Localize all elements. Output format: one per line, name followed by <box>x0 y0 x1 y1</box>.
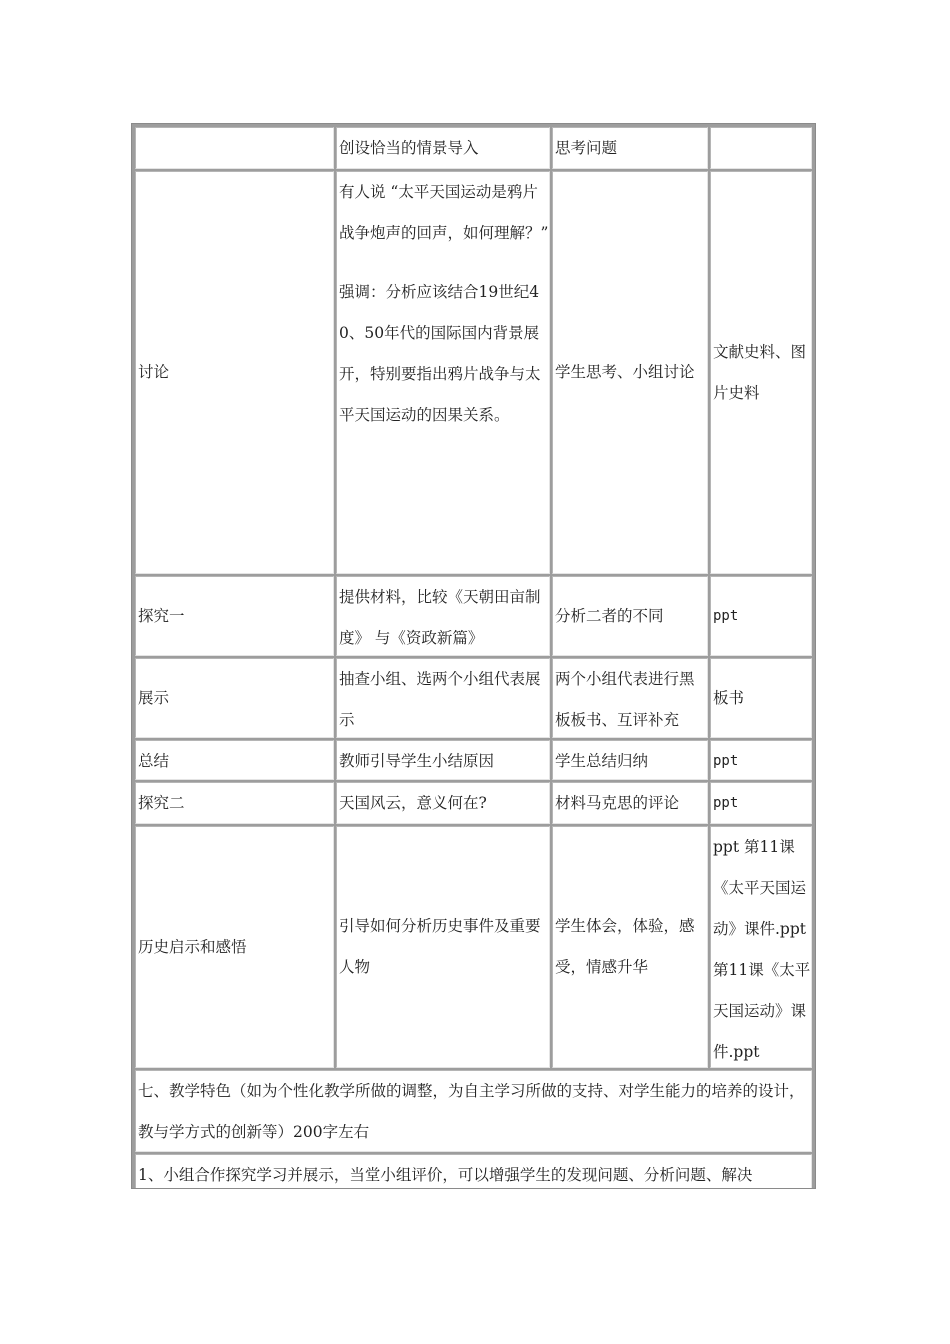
row2-col2 <box>336 171 550 574</box>
row3-col2: 提供材料，比较《天朝田亩制度》 与《资政新篇》 <box>336 576 550 656</box>
row2-resource: 文献史料、图片史料 <box>713 342 807 402</box>
row4-col1 <box>135 658 334 738</box>
row1-col1 <box>135 127 334 169</box>
lesson-plan-table <box>131 123 816 1189</box>
row2-col3 <box>552 171 708 574</box>
row1-col4 <box>710 127 812 169</box>
row5-col1: 总结 <box>135 740 334 780</box>
row3-activity: 分析二者的不同 <box>555 606 664 625</box>
row2-quote: 有人说 “太平天国运动是鸦片战争炮声的回声，如何理解？” <box>339 183 549 242</box>
section7-title: 七、教学特色（如为个性化教学所做的调整，为自主学习所做的支持、对学生能力的培养的设计，教与学方式的创新等）200字左右 <box>135 1070 812 1152</box>
row5-col4: ppt <box>710 740 812 780</box>
row6-col2: 天国风云，意义何在? <box>336 782 550 824</box>
row7-col4: ppt 第11课《太平天国运动》课件.ppt第11课《太平天国运动》课件.ppt <box>710 826 812 1068</box>
row6-col4: ppt <box>710 782 812 824</box>
row4-resource: 板书 <box>713 688 745 707</box>
row3-col4 <box>710 576 812 656</box>
row7-guidance: 引导如何分析历史事件及重要人物 <box>339 917 541 976</box>
row6-col1: 探究二 <box>135 782 334 824</box>
row7-label: 历史启示和感悟 <box>138 937 247 956</box>
row4-col3: 两个小组代表进行黑板板书、互评补充 <box>552 658 708 738</box>
row6-col3: 材料马克思的评论 <box>552 782 708 824</box>
row5-col2: 教师引导学生小结原因 <box>336 740 550 780</box>
section7-item1: 1、小组合作探究学习并展示，当堂小组评价，可以增强学生的发现问题、分析问题、解决 <box>135 1154 812 1189</box>
row3-resource: ppt <box>713 607 739 624</box>
row1-col3: 思考问题 <box>552 127 708 169</box>
row5-col3: 学生总结归纳 <box>552 740 708 780</box>
row2-col1 <box>135 171 334 574</box>
row7-activity: 学生体会，体验，感受，情感升华 <box>555 917 695 976</box>
row4-col2: 抽查小组、选两个小组代表展示 <box>336 658 550 738</box>
row7-col3 <box>552 826 708 1068</box>
row7-col1 <box>135 826 334 1068</box>
row4-label: 展示 <box>138 688 170 707</box>
row2-col4 <box>710 171 812 574</box>
row3-label: 探究一 <box>138 606 185 625</box>
row2-label: 讨论 <box>138 363 170 381</box>
row1-col2: 创设恰当的情景导入 <box>336 127 550 169</box>
row3-col3 <box>552 576 708 656</box>
row4-col4 <box>710 658 812 738</box>
row7-col2 <box>336 826 550 1068</box>
row3-col1 <box>135 576 334 656</box>
row2-emphasis: 强调：分析应该结合19世纪40、50年代的国际国内背景展开，特别要指出鸦片战争与太平天国运动的因果关系。 <box>339 283 541 424</box>
row2-activity: 学生思考、小组讨论 <box>555 363 695 381</box>
